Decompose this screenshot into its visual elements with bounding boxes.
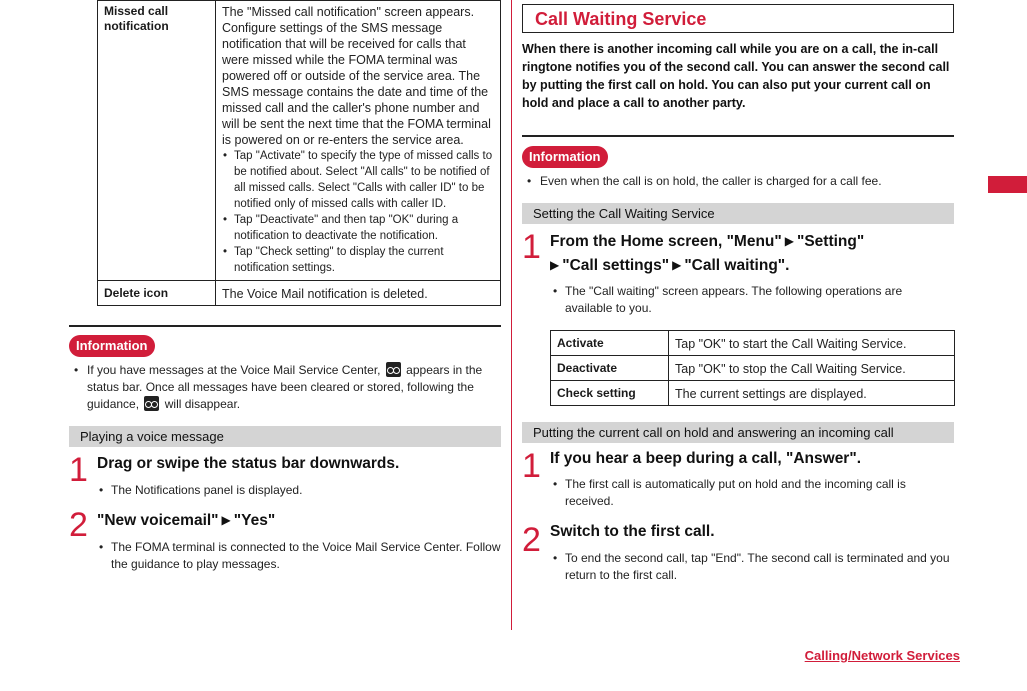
information-note: • Even when the call is on hold, the caller is charged for a call fee.	[522, 173, 954, 190]
section-header: Playing a voice message	[69, 426, 501, 447]
step-title-part: "Setting"	[796, 233, 865, 250]
step-title: Switch to the first call.	[550, 523, 715, 540]
step-title	[550, 253, 789, 278]
table-row	[98, 1, 501, 281]
voicemail-icon	[386, 362, 401, 377]
information-note	[69, 362, 501, 413]
list-item: • Tap "Deactivate" and then tap "OK" during a notification to deactivate the notification.	[222, 212, 494, 244]
voicemail-icon	[144, 396, 159, 411]
option-description: Tap "OK" to start the Call Waiting Service.	[669, 331, 955, 356]
arrow-icon: ▶	[672, 258, 682, 272]
step-title	[97, 508, 275, 533]
page-title-box	[522, 4, 954, 33]
step-title: Drag or swipe the status bar downwards.	[97, 455, 400, 472]
row-description	[216, 1, 501, 281]
note-text: appears in the status bar. Once all messages have been cleared or stored, following the guidance,	[87, 363, 483, 411]
information-label: Information	[69, 335, 155, 357]
table-row	[98, 281, 501, 306]
row-label: Delete icon	[98, 281, 216, 306]
step-title-part: "Call waiting".	[684, 257, 790, 274]
step-title-part: From the Home screen, "Menu"	[550, 233, 782, 250]
divider	[522, 135, 954, 137]
step-note: • To end the second call, tap "End". The second call is terminated and you return to the first call.	[551, 550, 951, 584]
option-description: The current settings are displayed.	[669, 381, 955, 406]
step-title: If you hear a beep during a call, "Answer".	[550, 450, 861, 467]
list-item: • Tap "Activate" to specify the type of missed calls to be notified about. Select "All calls" to be notified of all missed calls. Select "Calls with caller ID" to be notified only of missed calls with caller ID.	[222, 148, 494, 212]
information-label: Information	[522, 146, 608, 168]
intro-text: When there is another incoming call while you are on a call, the in-call ringtone notifies you of the second call. You can answer the second call by putting the first call on hold. You can also put your current call on hold and place a call to another party.	[522, 42, 950, 110]
step-number: 1	[69, 451, 88, 489]
note-text: will disappear.	[164, 397, 241, 411]
option-label: Check setting	[551, 381, 669, 406]
table-row	[551, 381, 955, 406]
table-row	[551, 356, 955, 381]
step-note: • The Notifications panel is displayed.	[97, 482, 501, 499]
row-label: Missed call notification	[98, 1, 216, 281]
page-title: Call Waiting Service	[535, 9, 707, 29]
call-waiting-options-table	[550, 330, 955, 406]
step-number: 1	[522, 447, 541, 485]
row-description: The Voice Mail notification is deleted.	[216, 281, 501, 306]
option-description: Tap "OK" to stop the Call Waiting Service.	[669, 356, 955, 381]
arrow-icon: ▶	[221, 513, 231, 527]
column-divider	[511, 0, 512, 630]
step-note: • The FOMA terminal is connected to the Voice Mail Service Center. Follow the guidance to play messages.	[97, 539, 501, 573]
chapter-footer-link[interactable]: Calling/Network Services	[804, 648, 960, 663]
section-header: Setting the Call Waiting Service	[522, 203, 954, 224]
arrow-icon: ▶	[550, 258, 560, 272]
note-text: If you have messages at the Voice Mail Service Center,	[87, 363, 381, 377]
table-row	[551, 331, 955, 356]
option-label: Deactivate	[551, 356, 669, 381]
step-title-part: "Call settings"	[562, 257, 670, 274]
list-item: • Tap "Check setting" to display the current notification settings.	[222, 244, 494, 276]
option-label: Activate	[551, 331, 669, 356]
step-title-part: "Yes"	[233, 512, 276, 529]
step-note: • The "Call waiting" screen appears. The following operations are available to you.	[551, 283, 951, 317]
step-number: 2	[69, 506, 88, 544]
step-title	[550, 229, 864, 254]
step-note: • The first call is automatically put on hold and the incoming call is received.	[551, 476, 951, 510]
missed-call-table	[97, 0, 501, 306]
section-header: Putting the current call on hold and answering an incoming call	[522, 422, 954, 443]
step-number: 2	[522, 521, 541, 559]
step-number: 1	[522, 228, 541, 266]
arrow-icon: ▶	[784, 234, 794, 248]
step-title-part: "New voicemail"	[97, 512, 219, 529]
row-text: The "Missed call notification" screen appears. Configure settings of the SMS message notification that will be received for calls that were missed while the FOMA terminal was powered off or outside of the service area. The SMS message contains the date and time of the missed call and the caller's phone number and will be sent the next time that the FOMA terminal is powered on or re-enters the service area.	[222, 5, 491, 147]
chapter-tab-marker	[988, 176, 1027, 193]
divider	[69, 325, 501, 327]
